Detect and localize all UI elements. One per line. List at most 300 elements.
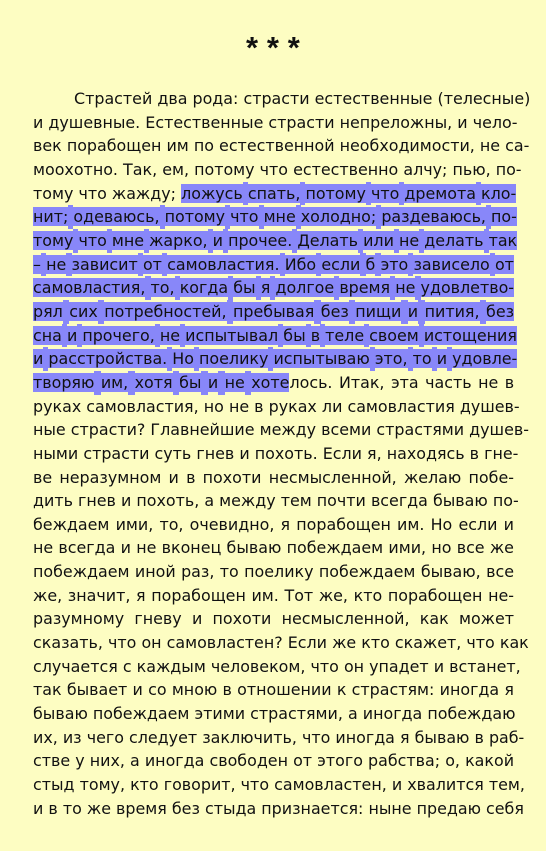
- word: [452, 158, 490, 182]
- word: [33, 442, 78, 466]
- word-text: страсти?: [70, 420, 146, 440]
- word: [121, 489, 131, 513]
- word: [180, 276, 228, 300]
- word: [248, 182, 301, 206]
- word: [275, 276, 334, 300]
- word-text: душев-: [469, 420, 529, 440]
- word-text: отношении: [237, 680, 332, 700]
- word-text: у: [75, 751, 85, 771]
- word: [74, 87, 152, 111]
- word: [459, 607, 514, 631]
- word-text: по: [193, 136, 214, 156]
- highlighted-text: мне: [263, 207, 296, 227]
- word-text: побеждаю: [427, 704, 516, 724]
- word: [500, 631, 529, 655]
- word-text: вконец: [161, 538, 222, 558]
- highlighted-text: пития,: [424, 301, 480, 321]
- word: [305, 182, 365, 206]
- word: [179, 371, 201, 395]
- word-text: я,: [367, 443, 382, 463]
- word: [452, 347, 517, 371]
- word: [504, 513, 514, 537]
- word: [181, 182, 243, 206]
- word: [67, 678, 127, 702]
- highlighted-text: тому: [33, 230, 74, 250]
- word: [143, 253, 162, 277]
- word-text: и: [33, 112, 44, 132]
- word-text: Итак,: [338, 372, 385, 392]
- word: [169, 466, 179, 490]
- word: [233, 300, 314, 324]
- word: [296, 513, 391, 537]
- highlighted-text: это,: [374, 349, 408, 369]
- highlighted-text: расстройства.: [48, 349, 168, 369]
- highlighted-text: кло-: [481, 183, 517, 203]
- word-text: потому: [194, 159, 255, 179]
- word: [366, 253, 376, 277]
- word: [204, 489, 214, 513]
- word-text: страсти: [243, 89, 310, 108]
- word-text: необходимости,: [339, 136, 475, 156]
- text-line: [33, 726, 525, 750]
- word: [225, 371, 245, 395]
- word: [101, 371, 128, 395]
- word: [193, 87, 239, 111]
- text-line: [33, 276, 514, 300]
- word-text: (телесные): [437, 89, 531, 108]
- word-text: что: [259, 159, 289, 179]
- word: [413, 347, 432, 371]
- word: [457, 536, 485, 560]
- word-text: гнев: [78, 491, 116, 511]
- word: [123, 655, 132, 679]
- word-text: случается: [33, 656, 118, 676]
- word-text: о,: [445, 751, 460, 771]
- word-text: моохотно.: [33, 159, 118, 179]
- word: [112, 182, 176, 206]
- word: [162, 158, 189, 182]
- highlighted-text: бы: [179, 372, 202, 392]
- word: [134, 607, 181, 631]
- word: [159, 513, 183, 537]
- highlighted-text: хотя: [134, 372, 173, 392]
- word: [460, 395, 520, 419]
- text-line: [33, 702, 514, 726]
- word: [67, 134, 162, 158]
- word: [87, 797, 111, 821]
- text-line: [33, 631, 529, 655]
- word-text: с: [122, 656, 132, 676]
- word: [369, 324, 419, 348]
- word: [337, 678, 347, 702]
- word-text: в: [222, 680, 232, 700]
- word: [431, 536, 451, 560]
- word: [199, 347, 268, 371]
- word: [181, 560, 214, 584]
- word-text: рода:: [192, 89, 239, 108]
- word: [495, 253, 514, 277]
- word: [75, 749, 84, 773]
- word: [281, 489, 312, 513]
- highlighted-text: спать,: [247, 183, 301, 203]
- word: [59, 466, 161, 490]
- word: [208, 371, 218, 395]
- word: [136, 489, 199, 513]
- word: [311, 324, 320, 348]
- text-line: [33, 111, 518, 135]
- highlighted-text: б: [365, 254, 376, 274]
- word-text: эта: [390, 372, 419, 392]
- highlighted-text: долгое: [275, 278, 335, 298]
- word: [33, 466, 52, 490]
- highlighted-text: рял: [33, 301, 63, 321]
- word-text: что: [466, 633, 495, 653]
- word-text: кто: [361, 633, 390, 653]
- word: [421, 560, 481, 584]
- highlighted-text: Но: [172, 349, 194, 369]
- word: [368, 749, 440, 773]
- word: [33, 513, 109, 537]
- word: [33, 182, 73, 206]
- word-text: побе-: [468, 467, 514, 487]
- highlighted-text: мне: [111, 230, 145, 250]
- word: [475, 726, 484, 750]
- word-text: же: [489, 538, 514, 558]
- word: [33, 702, 88, 726]
- word: [33, 631, 103, 655]
- word: [340, 134, 475, 158]
- word: [480, 134, 500, 158]
- word: [285, 253, 316, 277]
- highlighted-text: самовластия.: [167, 254, 280, 274]
- word: [437, 347, 447, 371]
- word: [321, 418, 371, 442]
- highlighted-text: не: [224, 372, 245, 392]
- word: [213, 607, 272, 631]
- word: [484, 442, 518, 466]
- word-text: в: [504, 372, 515, 392]
- word-text: страсти: [268, 112, 335, 132]
- word: [205, 797, 256, 821]
- word: [71, 418, 146, 442]
- word: [33, 584, 62, 608]
- word: [204, 395, 224, 419]
- word: [82, 324, 155, 348]
- word: [196, 442, 234, 466]
- highlighted-text: когда: [179, 278, 229, 298]
- word-text: я: [399, 727, 410, 747]
- word: [121, 536, 131, 560]
- word: [145, 111, 263, 135]
- word: [116, 513, 154, 537]
- word-text: естественно: [293, 159, 399, 179]
- highlighted-text: бы: [283, 325, 306, 345]
- word-text: им: [166, 136, 189, 156]
- word-gap: [262, 466, 269, 490]
- word-gap: [449, 607, 459, 631]
- highlighted-text: делать: [424, 230, 484, 250]
- highlighted-text: самовластия,: [33, 278, 146, 298]
- word-text: следует: [129, 727, 198, 747]
- word: [489, 726, 524, 750]
- word: [381, 253, 409, 277]
- text-line: [33, 607, 514, 631]
- word-text: неразумном: [59, 467, 162, 487]
- highlighted-text: без: [320, 301, 349, 321]
- word: [355, 300, 401, 324]
- word-text: самовластия: [347, 396, 455, 416]
- word-text: в: [469, 443, 480, 463]
- highlighted-text: и: [407, 301, 419, 321]
- word: [185, 324, 278, 348]
- word-text: он: [343, 656, 365, 676]
- word-text: лось.: [289, 372, 333, 392]
- word-text: этого: [317, 751, 363, 771]
- word-text: ли: [321, 396, 343, 416]
- word-text: встанет,: [449, 656, 521, 676]
- word: [93, 702, 190, 726]
- word: [165, 205, 225, 229]
- text-line: [33, 182, 517, 206]
- word: [325, 324, 364, 348]
- word-text: в: [474, 727, 484, 747]
- highlighted-text: и: [436, 349, 448, 369]
- word: [186, 466, 195, 490]
- word: [137, 655, 206, 679]
- word-text: что: [310, 656, 339, 676]
- word: [155, 442, 192, 466]
- word-text: непреложны,: [339, 112, 453, 132]
- body-text[interactable]: [33, 87, 531, 820]
- word: [167, 253, 279, 277]
- word: [371, 489, 428, 513]
- word-text: по-: [492, 491, 519, 511]
- word-text: признается:: [261, 798, 364, 818]
- word-text: похоти: [212, 609, 272, 629]
- word-text: похоти: [202, 467, 262, 487]
- word-text: всегда: [370, 491, 428, 511]
- word-text: самовластен?: [166, 633, 283, 653]
- word-text: рабства;: [368, 751, 441, 771]
- word: [321, 300, 349, 324]
- word: [417, 797, 481, 821]
- word-text: век: [33, 136, 62, 156]
- word: [282, 607, 410, 631]
- word-text: ими,: [115, 514, 154, 534]
- highlighted-text: сих: [69, 301, 98, 321]
- word-text: чего: [86, 727, 124, 747]
- word: [440, 678, 500, 702]
- word: [486, 797, 524, 821]
- word-text: дить: [33, 491, 73, 511]
- word-text: поелику: [244, 562, 314, 582]
- word: [166, 134, 188, 158]
- highlighted-text: –: [33, 254, 41, 274]
- highlighted-text: бы: [233, 278, 256, 298]
- word: [457, 111, 467, 135]
- highlighted-text: одеваюсь,: [73, 207, 160, 227]
- word: [400, 726, 410, 750]
- word: [78, 182, 106, 206]
- word-text: ныне: [368, 798, 412, 818]
- word: [90, 749, 125, 773]
- word: [293, 158, 398, 182]
- word-text: душевные.: [48, 112, 141, 132]
- word-text: сказать,: [33, 633, 103, 653]
- word: [33, 395, 81, 419]
- word-text: заключить,: [202, 727, 297, 747]
- highlighted-text: потребностей,: [104, 301, 227, 321]
- word: [361, 631, 390, 655]
- word: [130, 773, 159, 797]
- word-text: же,: [318, 585, 348, 605]
- word: [424, 324, 517, 348]
- highlighted-text: от: [142, 254, 162, 274]
- word: [404, 182, 476, 206]
- word-text: не: [478, 372, 499, 392]
- word-text: бываю: [226, 538, 282, 558]
- word: [220, 560, 239, 584]
- word: [241, 773, 269, 797]
- word: [202, 726, 297, 750]
- word-text: ве: [33, 467, 53, 487]
- highlighted-text: поелику: [199, 349, 269, 369]
- word-text: иногда: [144, 751, 205, 771]
- word-text: что: [240, 775, 270, 795]
- word: [415, 726, 470, 750]
- word: [407, 773, 484, 797]
- word: [33, 229, 73, 253]
- word: [505, 371, 514, 395]
- text-line: [33, 253, 514, 277]
- highlighted-text: жарко,: [149, 230, 208, 250]
- word: [83, 442, 149, 466]
- word: [149, 229, 208, 253]
- word: [438, 87, 531, 111]
- word-text: естественной: [219, 136, 335, 156]
- word-text: и: [120, 538, 131, 558]
- word: [424, 229, 483, 253]
- word-text: а: [347, 704, 358, 724]
- highlighted-text: не: [395, 278, 416, 298]
- word: [261, 276, 271, 300]
- word-text: в: [186, 467, 196, 487]
- word: [33, 276, 145, 300]
- highlighted-text: не: [159, 325, 181, 345]
- word: [281, 513, 291, 537]
- word: [319, 560, 416, 584]
- word-text: себя: [486, 798, 524, 818]
- word: [33, 324, 62, 348]
- word-text: иногда: [362, 704, 423, 724]
- word: [269, 466, 397, 490]
- word-text: Естественные: [145, 112, 264, 132]
- word: [203, 466, 262, 490]
- word-text: руках: [33, 396, 82, 416]
- word-gap: [271, 607, 281, 631]
- word: [116, 797, 167, 821]
- highlighted-text: им,: [100, 372, 129, 392]
- word: [285, 584, 314, 608]
- word-text: Но: [430, 514, 453, 534]
- word: [293, 749, 312, 773]
- word-text: мною: [171, 680, 218, 700]
- word-text: желаю: [403, 467, 462, 487]
- word: [229, 395, 249, 419]
- word: [80, 773, 125, 797]
- word-text: ими,: [388, 538, 427, 558]
- highlighted-text: не: [398, 230, 420, 250]
- word-text: свободен: [209, 751, 288, 771]
- word: [136, 584, 146, 608]
- word-text: и: [33, 798, 44, 818]
- word: [33, 560, 130, 584]
- word: [33, 678, 62, 702]
- highlighted-text: без: [486, 301, 515, 321]
- word-text: этими: [194, 704, 246, 724]
- word: [268, 111, 334, 135]
- word: [46, 253, 66, 277]
- word: [363, 229, 394, 253]
- word-text: и: [120, 491, 132, 511]
- word-text: порабощен: [66, 136, 162, 156]
- word: [297, 229, 358, 253]
- word-text: в: [254, 396, 264, 416]
- section-separator: * * *: [246, 30, 300, 65]
- highlighted-text: это: [380, 254, 409, 274]
- word: [375, 347, 408, 371]
- word: [332, 631, 356, 655]
- word-text: хвалится: [407, 775, 484, 795]
- word: [413, 253, 489, 277]
- word: [470, 442, 479, 466]
- word: [33, 347, 43, 371]
- word: [473, 111, 518, 135]
- word: [344, 655, 364, 679]
- word-text: каждым: [136, 656, 206, 676]
- word-text: душев-: [459, 396, 520, 416]
- word-text: то: [62, 798, 82, 818]
- word: [339, 276, 390, 300]
- word-text: тому: [33, 183, 74, 203]
- word-text: какой: [465, 751, 515, 771]
- word-text: кто: [130, 775, 159, 795]
- word: [425, 300, 480, 324]
- word: [194, 134, 214, 158]
- text-line: [33, 442, 519, 466]
- word-text: страстям:: [351, 680, 435, 700]
- word: [425, 371, 472, 395]
- word-text: к: [336, 680, 347, 700]
- word-text: может: [458, 609, 515, 629]
- highlighted-text: то: [412, 349, 432, 369]
- highlighted-text: дремота: [404, 183, 476, 203]
- text-line: [33, 655, 521, 679]
- word: [488, 584, 514, 608]
- word-text: несмысленной,: [281, 609, 410, 629]
- word: [151, 276, 175, 300]
- highlighted-text: потому: [305, 183, 366, 203]
- word-text: часть: [425, 372, 472, 392]
- word: [408, 300, 418, 324]
- word: [227, 536, 282, 560]
- word-text: раз,: [181, 562, 215, 582]
- word-text: кто: [353, 585, 383, 605]
- word-text: ные: [33, 420, 66, 440]
- word: [505, 134, 529, 158]
- highlighted-text: своем: [369, 325, 419, 345]
- word-text: и: [433, 656, 445, 676]
